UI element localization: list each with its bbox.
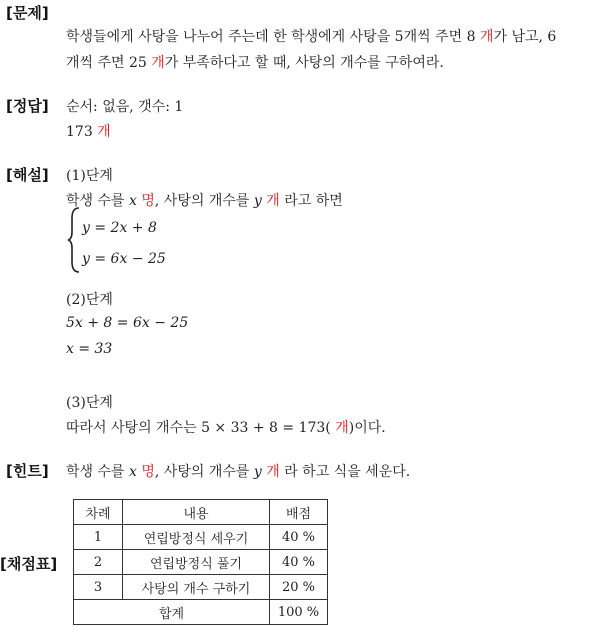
text: 학생 수를 [66,464,129,480]
answer-line-2 [66,121,111,141]
equation-2: y = 6x − 25 [82,251,166,267]
system-brace-icon [67,206,81,274]
total-label: 합계 [74,600,270,625]
total-value: 100 % [270,600,328,625]
problem-line-2 [66,52,444,72]
table-header-row [74,500,328,525]
problem-text: 가 부족하다고 할 때, 사탕의 개수를 구하여라. [164,55,444,71]
step-3-title: (3)단계 [66,395,113,411]
text: , 사탕의 개수를 [154,464,254,480]
step-1-text [66,190,343,210]
table-cell: 40 % [270,550,328,575]
header-cell: 차례 [74,500,123,525]
problem-label: [문제] [6,4,49,22]
answer-line-1: 순서: 없음, 갯수: 1 [66,99,184,115]
rubric-table [73,499,328,625]
table-total-row [74,600,328,625]
table-cell: 연립방정식 세우기 [123,525,270,550]
table-row [74,550,328,575]
header-cell: 내용 [123,500,270,525]
answer-value: 173 [66,124,98,140]
step-3-text [66,417,386,437]
text: 라 하고 식을 세운다. [279,464,411,480]
equation-1: y = 2x + 8 [82,220,157,236]
hint-text [66,461,410,481]
var-y: y [253,464,262,480]
hint-label: [힌트] [6,462,49,480]
text: )이다. [348,420,386,436]
equation-3: 5x + 8 = 6x − 25 [66,315,189,331]
var-x: x [129,193,137,209]
unit-red: 개 [330,420,349,436]
var-x: x [129,464,137,480]
table-cell: 2 [74,550,123,575]
table-cell: 연립방정식 풀기 [123,550,270,575]
answer-label: [정답] [6,97,49,115]
text: 라고 하면 [279,193,343,209]
solution-label: [해설] [6,166,49,184]
problem-text: 개씩 주면 25 [66,55,152,71]
table-row [74,525,328,550]
table-cell: 3 [74,575,123,600]
unit-red: 개 [479,29,494,45]
problem-text: 가 남고, 6 [493,29,557,45]
problem-text: 학생들에게 사탕을 나누어 주는데 한 학생에게 사탕을 5개씩 주면 8 [66,29,480,45]
equation-4: x = 33 [66,341,113,357]
table-cell: 1 [74,525,123,550]
table-cell: 20 % [270,575,328,600]
problem-line-1 [66,26,556,46]
unit-red: 개 [97,124,111,140]
var-y: y [253,193,262,209]
unit-red: 개 [151,55,165,71]
text: 따라서 사탕의 개수는 5 × 33 + 8 = 173( [66,420,331,436]
step-1-title: (1)단계 [66,168,113,184]
table-cell: 40 % [270,525,328,550]
unit-red: 명 [136,193,155,209]
text: , 사탕의 개수를 [154,193,254,209]
table-row [74,575,328,600]
unit-red: 개 [261,193,280,209]
header-cell: 배점 [270,500,328,525]
table-cell: 사탕의 개수 구하기 [123,575,270,600]
rubric-label: [채점표] [0,555,58,573]
unit-red: 명 [136,464,155,480]
text: 학생 수를 [66,193,129,209]
unit-red: 개 [261,464,280,480]
step-2-title: (2)단계 [66,292,113,308]
